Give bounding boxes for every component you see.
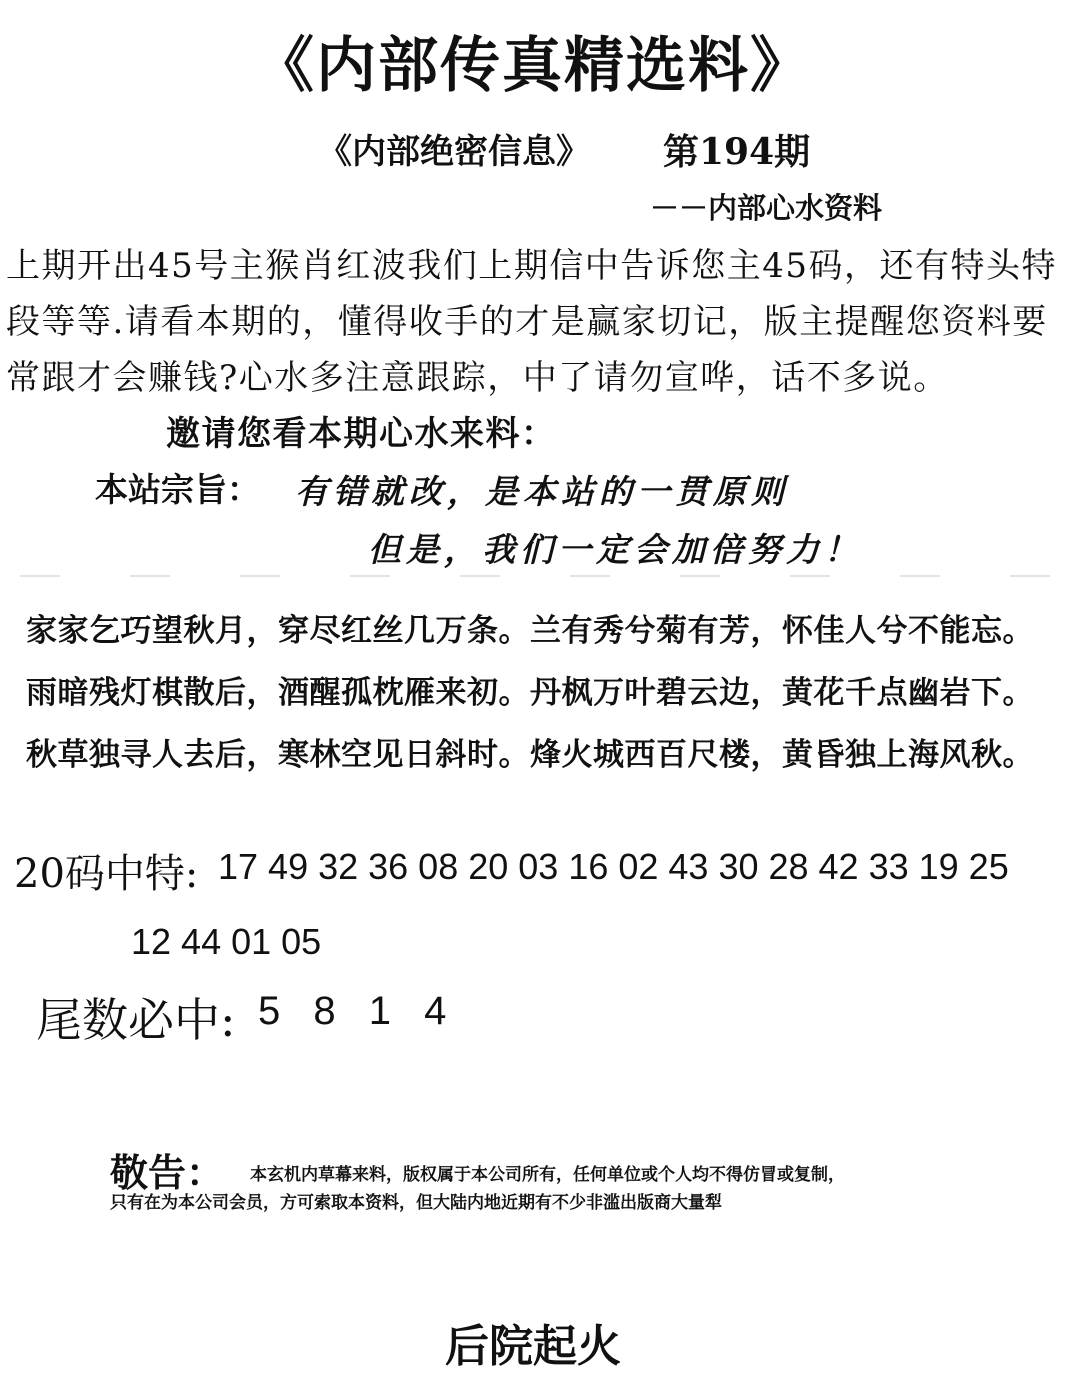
codes-line-2: 12 44 01 05 [131,921,322,962]
subtitle: 《内部绝密信息》 [318,132,590,172]
motto-line-2: 但是，我们一定会加倍努力！ [368,530,862,569]
tail-label: 尾数必中: [36,993,236,1047]
poem-line-3: 秋草独寻人去后，寒林空见日斜时。烽火城西百尺楼，黄昏独上海风秋。 [26,737,1034,773]
codes-label: 20码中特: [14,851,199,897]
intro-paragraph [6,238,1062,462]
source-note: －－内部心水资料 [650,191,883,225]
poem-line-2: 雨暗残灯棋散后，酒醒孤枕雁来初。丹枫万叶碧云边，黄花千点幽岩下。 [26,675,1034,711]
notice-line-1: 本玄机内草幕来料，版权属于本公司所有，任何单位或个人均不得仿冒或复制， [250,1165,845,1185]
motto-line-1: 有错就改，是本站的一贯原则 [295,472,789,511]
invite-text: 邀请您看本期心水来料： [166,414,557,454]
notice-line-2: 只有在为本公司会员，方可索取本资料，但大陆内地近期有不少非滥出版商大量犁 [110,1193,722,1213]
poem-line-1: 家家乞巧望秋月，穿尽红丝几万条。兰有秀兮菊有芳，怀佳人兮不能忘。 [26,613,1034,649]
intro-text: 上期开出45号主猴肖红波我们上期信中告诉您主45码，还有特头特段等等.请看本期的，懂得收手的才是赢家切记，版主提醒您资料要常跟才会赚钱?心水多注意跟踪，中了请勿宣哗，话不多说。 [6,246,1058,398]
notice-label: 敬告： [110,1150,225,1195]
issue-number: 第194期 [663,131,811,173]
footer-title: 后院起火 [445,1321,621,1372]
motto-label: 本站宗旨： [95,470,260,509]
divider [20,575,1050,577]
codes-line-1: 17 49 32 36 08 20 03 16 02 43 30 28 42 33 19 25 [218,846,1009,887]
tail-values: 5 8 1 4 [258,989,447,1033]
page-title: 《内部传真精选料》 [254,31,812,101]
